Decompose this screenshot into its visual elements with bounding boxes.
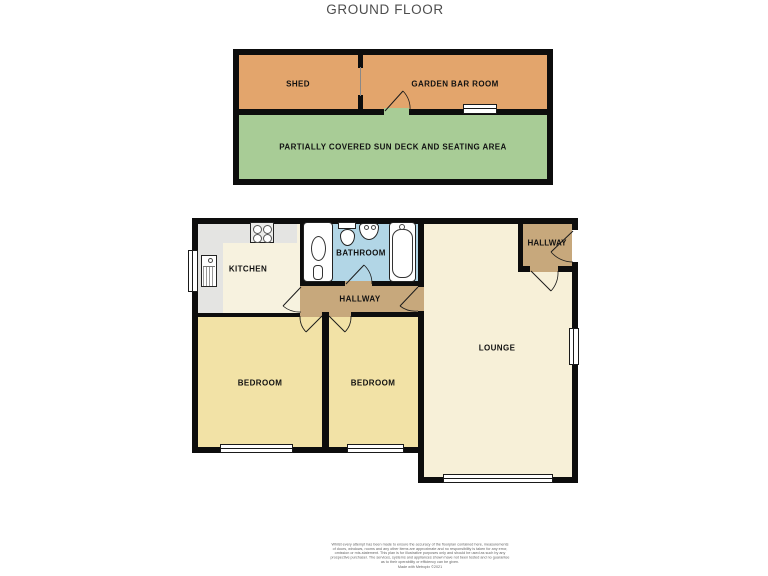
hallway-central-label: HALLWAY bbox=[339, 294, 381, 304]
disclaimer-line: of doors, windows, rooms and any other items are approximate and no responsibility is taken for any error, bbox=[332, 547, 508, 552]
door-leaf-bedroom-right bbox=[329, 316, 345, 332]
shed-label: SHED bbox=[286, 79, 310, 89]
door-arc-bedroom-right bbox=[345, 316, 351, 332]
kitchen-label: KITCHEN bbox=[228, 264, 268, 274]
door-leaf-entrance-hallway-lounge bbox=[531, 271, 551, 291]
door-leaf-bathroom bbox=[346, 265, 364, 284]
disclaimer-line: as to their operability or efficiency can be given. bbox=[380, 560, 460, 565]
door-arc-entrance bbox=[551, 252, 573, 262]
door-leaf-garden-deck bbox=[385, 91, 403, 111]
page-title: GROUND FLOOR bbox=[326, 2, 444, 17]
door-arc-garden-deck bbox=[403, 91, 410, 111]
bathroom-label: BATHROOM bbox=[336, 248, 386, 258]
door-arc-bedroom-left bbox=[300, 316, 306, 332]
door-arc-kitchen bbox=[283, 306, 301, 312]
disclaimer-text bbox=[321, 543, 519, 570]
door-leaf-bedroom-left bbox=[306, 316, 322, 332]
door-leaf-hallway-lounge bbox=[400, 287, 418, 306]
bedroom-left-label: BEDROOM bbox=[237, 378, 283, 388]
door-arc-bathroom bbox=[364, 265, 372, 284]
hallway-entrance-label: HALLWAY bbox=[527, 238, 567, 248]
disclaimer-line: omission or mis-statement. This plan is for illustrative purposes only and should be used as such by any bbox=[334, 551, 506, 556]
sun-deck-label: PARTIALLY COVERED SUN DECK AND SEATING AREA bbox=[279, 142, 507, 152]
bedroom-right-label: BEDROOM bbox=[350, 378, 396, 388]
door-arc-hallway-lounge bbox=[400, 306, 418, 311]
disclaimer-line: prospective purchaser. The services, systems and appliances shown have not been tested and no guarantee bbox=[330, 556, 510, 560]
door-leaf-kitchen bbox=[283, 287, 301, 306]
disclaimer-line: Whilst every attempt has been made to ensure the accuracy of the floorplan contained here, measurements bbox=[331, 543, 509, 547]
metropix-credit: Made with Metropix ©2021 bbox=[397, 565, 443, 570]
door-arc-entrance-hallway-lounge bbox=[551, 271, 558, 291]
lounge-label: LOUNGE bbox=[478, 343, 516, 353]
garden-bar-label: GARDEN BAR ROOM bbox=[411, 79, 499, 89]
